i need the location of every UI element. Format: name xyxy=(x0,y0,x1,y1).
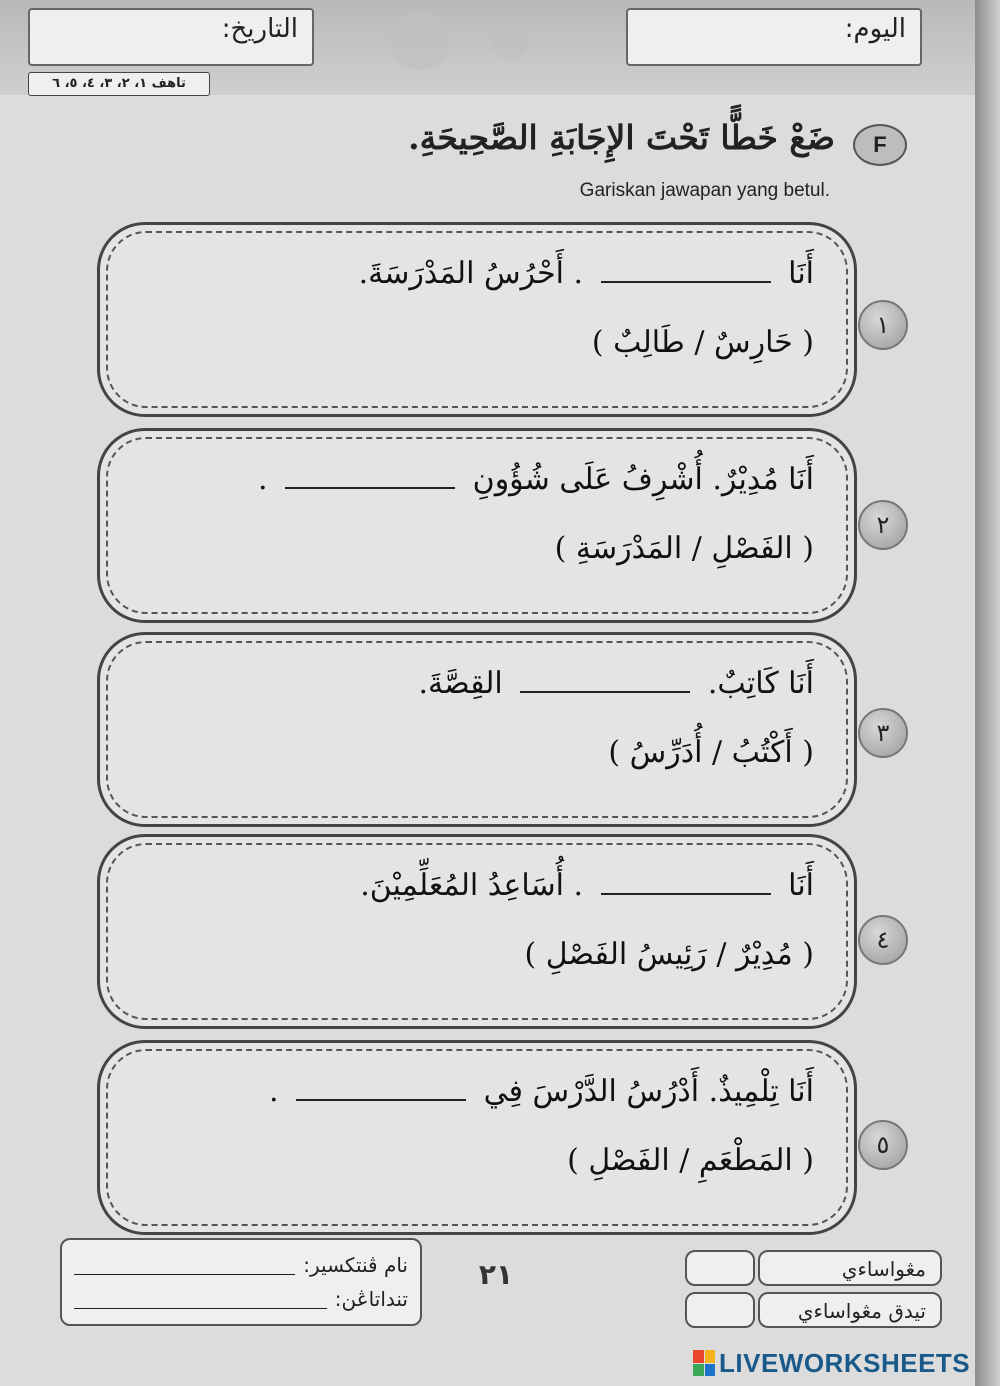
score-label: مڠواساءي xyxy=(758,1250,942,1286)
answer-choices[interactable]: ( المَطْعَمِ / الفَصْلِ ) xyxy=(567,1143,814,1178)
question-sentence xyxy=(174,461,814,497)
curriculum-code: تاهف ١، ٢، ٣، ٤، ٥، ٦ xyxy=(28,72,210,96)
decor-circle xyxy=(490,20,530,60)
signature-label: تنداتاڠن: xyxy=(334,1287,408,1311)
logo-square xyxy=(705,1364,716,1377)
sentence-end: . xyxy=(258,462,268,497)
answer-choices[interactable]: ( حَارِسٌ / طَالِبٌ ) xyxy=(591,325,814,360)
teacher-name-field[interactable] xyxy=(74,1256,295,1275)
liveworksheets-logo-icon xyxy=(693,1350,715,1376)
decor-circle xyxy=(390,10,450,70)
answer-choices[interactable]: ( مُدِيْرٌ / رَئِيسُ الفَصْلِ ) xyxy=(524,937,814,972)
question-box-4 xyxy=(97,834,857,1029)
question-number: ٣ xyxy=(858,708,908,758)
day-field[interactable] xyxy=(626,8,922,66)
signature-field[interactable] xyxy=(74,1290,327,1309)
question-number: ٢ xyxy=(858,500,908,550)
page-edge xyxy=(975,0,1000,1386)
question-box-5 xyxy=(97,1040,857,1235)
liveworksheets-watermark xyxy=(693,1346,970,1380)
question-box-1 xyxy=(97,222,857,417)
logo-square xyxy=(693,1364,704,1377)
question-number: ٥ xyxy=(858,1120,908,1170)
sentence-start: أَنَا تِلْمِيذٌ. أَدْرُسُ الدَّرْسَ فِي xyxy=(483,1074,814,1109)
logo-square xyxy=(693,1350,704,1363)
not-score-checkbox[interactable] xyxy=(685,1292,755,1328)
date-label: التاريخ: xyxy=(221,14,298,44)
sentence-start: أَنَا مُدِيْرٌ. أُشْرِفُ عَلَى شُؤُونِ xyxy=(472,462,814,497)
question-box-3 xyxy=(97,632,857,827)
sentence-start: أَنَا xyxy=(788,868,814,903)
question-number: ٤ xyxy=(858,915,908,965)
sentence-end: . xyxy=(268,1074,279,1109)
answer-blank[interactable] xyxy=(601,255,771,283)
signature-row xyxy=(74,1282,408,1316)
question-sentence xyxy=(174,867,814,903)
sentence-end: القِصَّةَ. xyxy=(418,666,503,701)
sentence-end: . أَحْرُسُ المَدْرَسَةَ. xyxy=(358,256,584,291)
logo-square xyxy=(705,1350,716,1363)
question-number: ١ xyxy=(858,300,908,350)
question-sentence xyxy=(174,1073,814,1109)
question-sentence xyxy=(174,665,814,701)
section-badge: F xyxy=(853,124,907,166)
teacher-label: نام ڤنتكسير: xyxy=(303,1253,408,1277)
answer-choices[interactable]: ( الفَصْلِ / المَدْرَسَةِ ) xyxy=(554,531,814,566)
answer-blank[interactable] xyxy=(285,461,455,489)
page-number: ٢١ xyxy=(478,1258,514,1291)
score-checkbox[interactable] xyxy=(685,1250,755,1286)
sentence-end: . أُسَاعِدُ المُعَلِّمِيْنَ. xyxy=(360,868,584,903)
question-box-2 xyxy=(97,428,857,623)
teacher-row xyxy=(74,1248,408,1282)
instruction-arabic: ضَعْ خَطًّا تَحْتَ الإِجَابَةِ الصَّحِيحَةِ. xyxy=(408,118,835,157)
question-sentence xyxy=(174,255,814,291)
answer-blank[interactable] xyxy=(520,665,690,693)
sentence-start: أَنَا xyxy=(788,256,814,291)
instruction-malay: Gariskan jawapan yang betul. xyxy=(579,180,830,201)
sentence-start: أَنَا كَاتِبٌ. xyxy=(707,666,814,701)
watermark-text: LIVEWORKSHEETS xyxy=(719,1347,971,1378)
day-label: اليوم: xyxy=(844,14,906,44)
not-score-label: تيدق مڠواساءي xyxy=(758,1292,942,1328)
date-field[interactable] xyxy=(28,8,314,66)
answer-blank[interactable] xyxy=(601,867,771,895)
teacher-signature-box xyxy=(60,1238,422,1326)
answer-choices[interactable]: ( أَكْتُبُ / أُدَرِّسُ ) xyxy=(608,735,814,770)
answer-blank[interactable] xyxy=(296,1073,466,1101)
